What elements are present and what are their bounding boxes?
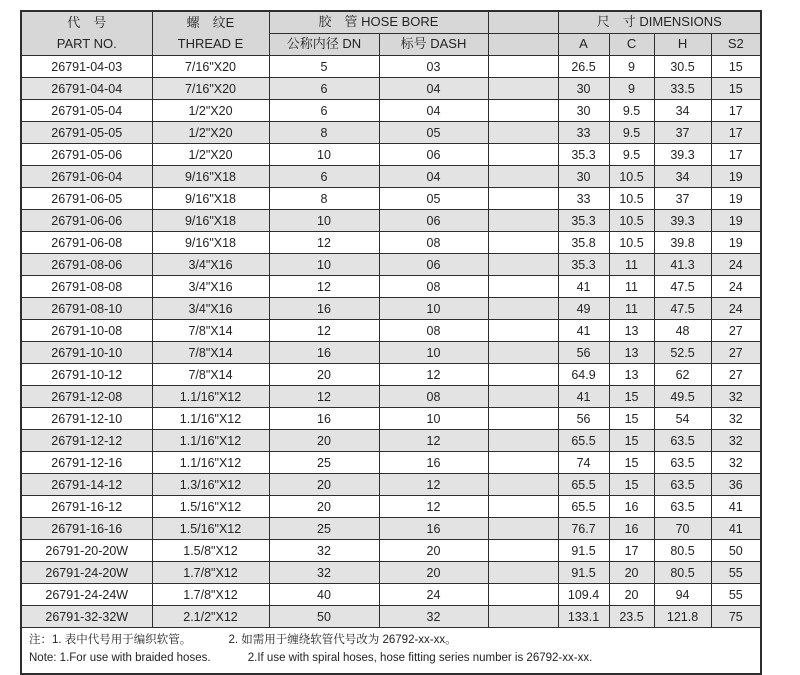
cell-dn: 6 [269, 100, 379, 122]
cell-dim-h: 39.3 [654, 144, 711, 166]
note-cn-1: 注：1. 表中代号用于编织软管。 [29, 634, 192, 646]
cell-dim-a: 35.3 [558, 210, 609, 232]
note-en-2: 2.If use with spiral hoses, hose fitting series number is 26792-xx-xx. [247, 651, 593, 664]
cell-part-no: 26791-32-32W [21, 606, 152, 628]
cell-dim-c: 11 [609, 276, 654, 298]
cell-dim-h: 63.5 [654, 430, 711, 452]
cell-dash: 03 [379, 56, 488, 78]
table-row [21, 122, 761, 144]
cell-dim-c: 15 [609, 452, 654, 474]
cell-dim-s2: 36 [711, 474, 761, 496]
table-footer [21, 628, 761, 674]
cell-part-no: 26791-05-06 [21, 144, 152, 166]
cell-dn: 12 [269, 320, 379, 342]
cell-blank [488, 210, 558, 232]
cell-dash: 12 [379, 474, 488, 496]
cell-dim-a: 30 [558, 166, 609, 188]
header-hose-bore: 胶 管 HOSE BORE [269, 11, 488, 34]
cell-part-no: 26791-10-12 [21, 364, 152, 386]
cell-part-no: 26791-10-10 [21, 342, 152, 364]
header-dim-h: H [654, 34, 711, 56]
cell-dim-c: 16 [609, 496, 654, 518]
cell-thread: 1.1/16"X12 [152, 386, 269, 408]
cell-dim-h: 49.5 [654, 386, 711, 408]
table-row [21, 452, 761, 474]
cell-dim-c: 15 [609, 408, 654, 430]
cell-part-no: 26791-16-12 [21, 496, 152, 518]
cell-dn: 6 [269, 166, 379, 188]
cell-dash: 24 [379, 584, 488, 606]
cell-blank [488, 540, 558, 562]
cell-part-no: 26791-08-06 [21, 254, 152, 276]
cell-dim-h: 30.5 [654, 56, 711, 78]
table-row [21, 78, 761, 100]
cell-part-no: 26791-12-12 [21, 430, 152, 452]
cell-blank [488, 408, 558, 430]
cell-dim-h: 54 [654, 408, 711, 430]
cell-dim-s2: 32 [711, 452, 761, 474]
cell-blank [488, 562, 558, 584]
cell-dim-s2: 15 [711, 78, 761, 100]
cell-dim-c: 15 [609, 386, 654, 408]
cell-thread: 1/2"X20 [152, 144, 269, 166]
table-row [21, 254, 761, 276]
cell-dim-c: 10.5 [609, 166, 654, 188]
cell-dim-a: 35.8 [558, 232, 609, 254]
cell-dim-a: 41 [558, 276, 609, 298]
cell-part-no: 26791-05-05 [21, 122, 152, 144]
note-line-cn [29, 632, 753, 650]
cell-dim-a: 65.5 [558, 430, 609, 452]
cell-thread: 1/2"X20 [152, 122, 269, 144]
cell-dim-a: 33 [558, 188, 609, 210]
cell-dim-a: 109.4 [558, 584, 609, 606]
cell-dash: 08 [379, 276, 488, 298]
cell-thread: 7/8"X14 [152, 342, 269, 364]
table-row [21, 56, 761, 78]
cell-dash: 20 [379, 562, 488, 584]
table-row [21, 276, 761, 298]
cell-dim-h: 52.5 [654, 342, 711, 364]
cell-dim-h: 80.5 [654, 540, 711, 562]
table-row [21, 386, 761, 408]
cell-dim-s2: 27 [711, 342, 761, 364]
table-row [21, 320, 761, 342]
cell-dim-s2: 32 [711, 408, 761, 430]
cell-thread: 1.7/8"X12 [152, 562, 269, 584]
cell-dim-h: 94 [654, 584, 711, 606]
cell-dim-a: 64.9 [558, 364, 609, 386]
cell-dim-s2: 24 [711, 298, 761, 320]
cell-dim-s2: 41 [711, 518, 761, 540]
cell-dim-h: 41.3 [654, 254, 711, 276]
cell-blank [488, 122, 558, 144]
cell-dim-a: 91.5 [558, 562, 609, 584]
cell-dn: 25 [269, 518, 379, 540]
cell-part-no: 26791-12-16 [21, 452, 152, 474]
cell-blank [488, 276, 558, 298]
notes-cell [21, 628, 761, 674]
cell-dash: 04 [379, 166, 488, 188]
cell-thread: 9/16"X18 [152, 210, 269, 232]
cell-dim-h: 121.8 [654, 606, 711, 628]
cell-thread: 1.1/16"X12 [152, 430, 269, 452]
cell-dim-c: 13 [609, 342, 654, 364]
table-body [21, 56, 761, 628]
cell-dash: 08 [379, 232, 488, 254]
cell-dim-s2: 17 [711, 100, 761, 122]
table-row [21, 562, 761, 584]
cell-dim-a: 56 [558, 342, 609, 364]
cell-blank [488, 496, 558, 518]
cell-part-no: 26791-20-20W [21, 540, 152, 562]
table-row [21, 430, 761, 452]
cell-dim-c: 9 [609, 78, 654, 100]
cell-part-no: 26791-06-08 [21, 232, 152, 254]
cell-dash: 04 [379, 100, 488, 122]
cell-blank [488, 452, 558, 474]
cell-blank [488, 474, 558, 496]
header-dimensions: 尺 寸 DIMENSIONS [558, 11, 761, 34]
cell-dim-s2: 50 [711, 540, 761, 562]
cell-dim-h: 63.5 [654, 474, 711, 496]
cell-dim-a: 65.5 [558, 474, 609, 496]
table-row [21, 364, 761, 386]
cell-dash: 10 [379, 298, 488, 320]
table-row [21, 298, 761, 320]
cell-dim-h: 39.8 [654, 232, 711, 254]
cell-dim-c: 15 [609, 474, 654, 496]
cell-part-no: 26791-12-08 [21, 386, 152, 408]
cell-dim-h: 33.5 [654, 78, 711, 100]
cell-dash: 04 [379, 78, 488, 100]
table-header [21, 11, 761, 56]
cell-thread: 7/8"X14 [152, 320, 269, 342]
cell-part-no: 26791-24-24W [21, 584, 152, 606]
cell-dim-a: 41 [558, 386, 609, 408]
cell-dn: 20 [269, 364, 379, 386]
header-part-no-zh: 代 号 [67, 15, 107, 31]
cell-blank [488, 254, 558, 276]
table-row [21, 144, 761, 166]
cell-dim-s2: 19 [711, 232, 761, 254]
table-row [21, 518, 761, 540]
cell-dim-h: 80.5 [654, 562, 711, 584]
cell-dim-c: 15 [609, 430, 654, 452]
cell-dim-a: 30 [558, 78, 609, 100]
cell-dash: 12 [379, 364, 488, 386]
cell-dash: 12 [379, 496, 488, 518]
cell-dim-a: 49 [558, 298, 609, 320]
cell-dash: 06 [379, 210, 488, 232]
cell-dim-s2: 17 [711, 144, 761, 166]
cell-thread: 9/16"X18 [152, 232, 269, 254]
cell-part-no: 26791-08-08 [21, 276, 152, 298]
header-dim-a: A [558, 34, 609, 56]
cell-blank [488, 298, 558, 320]
cell-dim-h: 37 [654, 188, 711, 210]
cell-dim-s2: 17 [711, 122, 761, 144]
cell-dim-s2: 19 [711, 210, 761, 232]
cell-dim-a: 35.3 [558, 144, 609, 166]
cell-dn: 12 [269, 232, 379, 254]
header-dn: 公称内径 DN [269, 34, 379, 56]
header-row-top [21, 11, 761, 34]
cell-dim-s2: 24 [711, 254, 761, 276]
cell-blank [488, 430, 558, 452]
cell-dim-c: 11 [609, 254, 654, 276]
cell-dim-s2: 32 [711, 386, 761, 408]
cell-dash: 06 [379, 144, 488, 166]
cell-blank [488, 232, 558, 254]
cell-dim-a: 26.5 [558, 56, 609, 78]
header-dim-c: C [609, 34, 654, 56]
cell-dim-c: 9.5 [609, 122, 654, 144]
cell-dim-h: 63.5 [654, 452, 711, 474]
cell-part-no: 26791-04-03 [21, 56, 152, 78]
cell-dash: 16 [379, 518, 488, 540]
cell-dim-s2: 19 [711, 166, 761, 188]
cell-dash: 05 [379, 122, 488, 144]
cell-dn: 20 [269, 430, 379, 452]
note-cn-2: 2. 如需用于缠绕软管代号改为 26792-xx-xx。 [228, 634, 457, 646]
table-row [21, 606, 761, 628]
header-dim-s2: S2 [711, 34, 761, 56]
cell-dn: 32 [269, 540, 379, 562]
cell-dim-c: 17 [609, 540, 654, 562]
cell-dim-h: 63.5 [654, 496, 711, 518]
note-line-en [29, 650, 753, 668]
cell-dash: 05 [379, 188, 488, 210]
cell-dn: 25 [269, 452, 379, 474]
table-row [21, 584, 761, 606]
cell-blank [488, 56, 558, 78]
cell-dim-h: 37 [654, 122, 711, 144]
cell-dim-s2: 27 [711, 364, 761, 386]
fitting-spec-table [20, 10, 762, 675]
cell-part-no: 26791-06-04 [21, 166, 152, 188]
cell-dn: 12 [269, 276, 379, 298]
header-blank-top [488, 11, 558, 34]
cell-dn: 10 [269, 254, 379, 276]
cell-dim-c: 10.5 [609, 232, 654, 254]
cell-thread: 7/8"X14 [152, 364, 269, 386]
cell-dim-s2: 32 [711, 430, 761, 452]
notes-row [21, 628, 761, 674]
cell-thread: 1/2"X20 [152, 100, 269, 122]
cell-dim-a: 30 [558, 100, 609, 122]
table-row [21, 474, 761, 496]
cell-blank [488, 584, 558, 606]
table-row [21, 210, 761, 232]
cell-dim-a: 133.1 [558, 606, 609, 628]
cell-blank [488, 606, 558, 628]
cell-dn: 8 [269, 188, 379, 210]
cell-dim-h: 70 [654, 518, 711, 540]
cell-blank [488, 78, 558, 100]
cell-part-no: 26791-04-04 [21, 78, 152, 100]
cell-dim-a: 74 [558, 452, 609, 474]
cell-dim-s2: 15 [711, 56, 761, 78]
header-thread-zh: 螺 纹E [186, 15, 235, 31]
cell-thread: 1.3/16"X12 [152, 474, 269, 496]
cell-thread: 1.1/16"X12 [152, 452, 269, 474]
cell-dash: 20 [379, 540, 488, 562]
cell-part-no: 26791-06-06 [21, 210, 152, 232]
cell-thread: 3/4"X16 [152, 254, 269, 276]
cell-dash: 32 [379, 606, 488, 628]
cell-thread: 1.1/16"X12 [152, 408, 269, 430]
cell-blank [488, 144, 558, 166]
cell-blank [488, 342, 558, 364]
cell-thread: 9/16"X18 [152, 166, 269, 188]
cell-thread: 7/16"X20 [152, 78, 269, 100]
table-row [21, 540, 761, 562]
cell-dim-h: 47.5 [654, 276, 711, 298]
cell-dim-a: 41 [558, 320, 609, 342]
cell-dn: 12 [269, 386, 379, 408]
cell-dim-h: 34 [654, 166, 711, 188]
cell-blank [488, 188, 558, 210]
cell-thread: 2.1/2"X12 [152, 606, 269, 628]
cell-dim-c: 13 [609, 364, 654, 386]
cell-dn: 8 [269, 122, 379, 144]
cell-dim-c: 20 [609, 584, 654, 606]
table-row [21, 408, 761, 430]
cell-dn: 16 [269, 298, 379, 320]
cell-thread: 3/4"X16 [152, 276, 269, 298]
cell-dn: 50 [269, 606, 379, 628]
cell-blank [488, 386, 558, 408]
cell-dn: 16 [269, 342, 379, 364]
cell-blank [488, 320, 558, 342]
cell-dn: 10 [269, 144, 379, 166]
cell-dash: 12 [379, 430, 488, 452]
cell-dn: 20 [269, 474, 379, 496]
cell-dim-s2: 41 [711, 496, 761, 518]
cell-dim-c: 23.5 [609, 606, 654, 628]
cell-dim-s2: 55 [711, 562, 761, 584]
header-part-no [21, 11, 152, 56]
cell-thread: 1.5/16"X12 [152, 496, 269, 518]
cell-dim-s2: 75 [711, 606, 761, 628]
cell-blank [488, 518, 558, 540]
cell-dim-c: 9 [609, 56, 654, 78]
cell-dim-a: 35.3 [558, 254, 609, 276]
cell-dim-h: 39.3 [654, 210, 711, 232]
cell-dim-c: 20 [609, 562, 654, 584]
table-row [21, 342, 761, 364]
cell-dash: 10 [379, 408, 488, 430]
cell-dim-h: 34 [654, 100, 711, 122]
header-thread [152, 11, 269, 56]
cell-part-no: 26791-08-10 [21, 298, 152, 320]
cell-dim-s2: 55 [711, 584, 761, 606]
cell-dn: 10 [269, 210, 379, 232]
cell-dim-s2: 24 [711, 276, 761, 298]
table-row [21, 496, 761, 518]
cell-part-no: 26791-24-20W [21, 562, 152, 584]
header-thread-en: THREAD E [177, 35, 244, 51]
cell-blank [488, 364, 558, 386]
cell-dim-h: 62 [654, 364, 711, 386]
cell-dim-h: 47.5 [654, 298, 711, 320]
cell-dim-a: 65.5 [558, 496, 609, 518]
header-part-no-en: PART NO. [56, 35, 117, 51]
cell-dn: 20 [269, 496, 379, 518]
table-row [21, 100, 761, 122]
cell-dn: 16 [269, 408, 379, 430]
table-row [21, 232, 761, 254]
cell-dim-c: 13 [609, 320, 654, 342]
cell-dn: 5 [269, 56, 379, 78]
cell-part-no: 26791-05-04 [21, 100, 152, 122]
cell-part-no: 26791-12-10 [21, 408, 152, 430]
cell-dim-c: 10.5 [609, 210, 654, 232]
cell-dn: 6 [269, 78, 379, 100]
cell-dim-h: 48 [654, 320, 711, 342]
header-blank-sub [488, 34, 558, 56]
cell-part-no: 26791-06-05 [21, 188, 152, 210]
cell-blank [488, 166, 558, 188]
header-dash: 标号 DASH [379, 34, 488, 56]
table-row [21, 166, 761, 188]
cell-dn: 40 [269, 584, 379, 606]
cell-dash: 08 [379, 320, 488, 342]
cell-thread: 1.5/8"X12 [152, 540, 269, 562]
cell-thread: 1.7/8"X12 [152, 584, 269, 606]
cell-dim-s2: 19 [711, 188, 761, 210]
cell-dim-s2: 27 [711, 320, 761, 342]
cell-part-no: 26791-10-08 [21, 320, 152, 342]
cell-dim-c: 16 [609, 518, 654, 540]
cell-dim-a: 91.5 [558, 540, 609, 562]
cell-dash: 08 [379, 386, 488, 408]
cell-thread: 9/16"X18 [152, 188, 269, 210]
cell-thread: 7/16"X20 [152, 56, 269, 78]
cell-dim-c: 9.5 [609, 100, 654, 122]
cell-dim-a: 76.7 [558, 518, 609, 540]
cell-dim-a: 56 [558, 408, 609, 430]
cell-part-no: 26791-14-12 [21, 474, 152, 496]
cell-thread: 1.5/16"X12 [152, 518, 269, 540]
cell-thread: 3/4"X16 [152, 298, 269, 320]
cell-dim-c: 10.5 [609, 188, 654, 210]
cell-dash: 16 [379, 452, 488, 474]
cell-dim-c: 9.5 [609, 144, 654, 166]
cell-part-no: 26791-16-16 [21, 518, 152, 540]
cell-dash: 10 [379, 342, 488, 364]
cell-dash: 06 [379, 254, 488, 276]
cell-dim-a: 33 [558, 122, 609, 144]
cell-dn: 32 [269, 562, 379, 584]
table-row [21, 188, 761, 210]
cell-blank [488, 100, 558, 122]
cell-dim-c: 11 [609, 298, 654, 320]
note-en-1: Note: 1.For use with braided hoses. [29, 651, 211, 664]
